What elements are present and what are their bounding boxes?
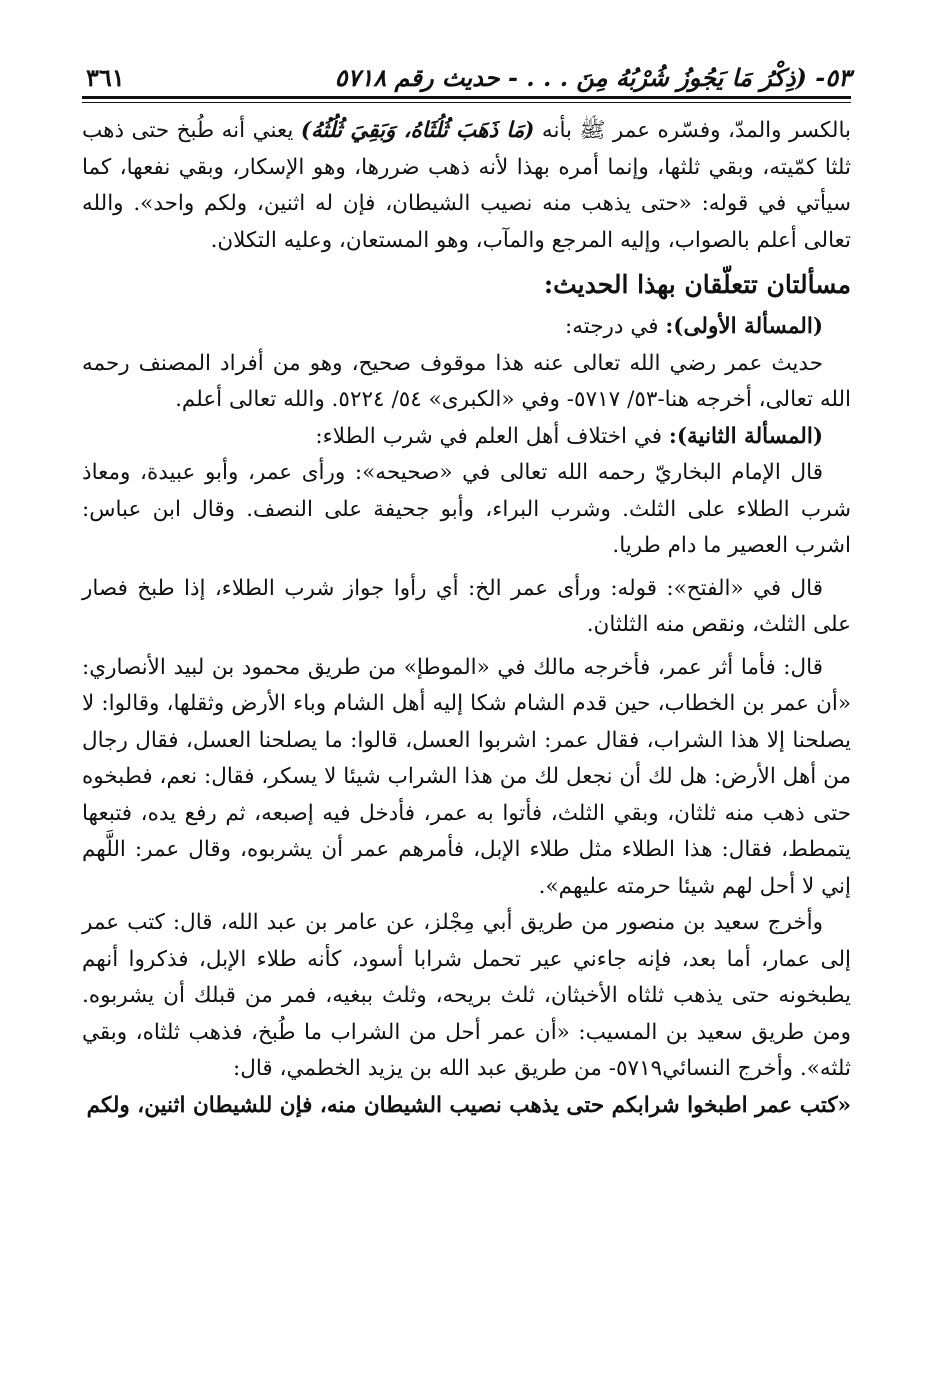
header-title: ٥٣- (ذِكْرُ مَا يَجُوزُ شُرْبُهُ مِنَ . . . - حديث رقم ٥٧١٨	[334, 63, 851, 92]
page-number: ٣٦١	[86, 63, 125, 92]
question-2-line	[82, 419, 851, 456]
paragraph-6: وأخرج سعيد بن منصور من طريق أبي مِجْلز، عن عامر بن عبد الله، قال: كتب عمر إلى عمار، أما بعد، فإنه جاءني عير تحمل شرابا أسود، كأنه طلاء الإبل، فذكروا أنهم يطبخونه حتى يذهب ثلثاه الأخبثان، ثلث بريحه، وثلث ببغيه، فمر من قبلك أن يشربوه. ومن طريق سعيد بن المسيب: «أن عمر أحل من الشراب ما طُبخ، فذهب ثلثاه، وبقي ثلثه». وأخرج النسائي٥٧١٩- من طريق عبد الله بن يزيد الخطمي، قال:	[82, 910, 851, 1081]
paragraph-5: قال: فأما أثر عمر، فأخرجه مالك في «الموطإ» من طريق محمود بن لبيد الأنصاري: «أن عمر بن الخطاب، حين قدم الشام شكا إليه أهل الشام وباء الأرض وثقلها، وقالوا: لا يصلحنا إلا هذا الشراب، فقال عمر: اشربوا العسل، قالوا: ما يصلحنا العسل، فقال رجال من أهل الأرض: هل لك أن نجعل لك من هذا الشراب شيئا لا يسكر، فقال: نعم، فطبخوه حتى ذهب منه ثلثان، وبقي الثلث، فأتوا به عمر، فأدخل فيه إصبعه، ثم رفع يده، فتبعها يتمطط، فقال: هذا الطلاء مثل طلاء الإبل، فأمرهم عمر أن يشربوه، وقال عمر: اللَّهم إني لا أحل لهم شيئا حرمته عليهم».	[82, 654, 851, 899]
paragraph-3: قال الإمام البخاريّ رحمه الله تعالى في «صحيحه»: ورأى عمر، وأبو عبيدة، ومعاذ شرب الطلاء على الثلث. وشرب البراء، وأبو جحيفة على النصف. وقال ابن عباس: اشرب العصير ما دام طريا.	[82, 460, 851, 558]
paragraph-1	[82, 113, 851, 259]
question-2-label: (المسألة الثانية):	[668, 423, 823, 449]
question-1-label: (المسألة الأولى):	[665, 314, 823, 339]
running-header	[82, 62, 851, 94]
question-1-line	[82, 309, 851, 346]
section-heading: مسألتان تتعلّقان بهذا الحديث:	[543, 270, 851, 299]
p1-text-b: يعني أنه طُبخ حتى ذهب ثلثا كمّيته، وبقي ثلثها، وإنما أمره بهذا لأنه ذهب ضررها، وهو الإسكار، وبقي نفعها، كما سيأتي في قوله: «حتى يذهب منه نصيب الشيطان، فإن له اثنين، ولكم واحد». والله تعالى أعلم بالصواب، وإليه المرجع والمآب، وهو المستعان، وعليه التكلان.	[82, 118, 851, 253]
page-content	[82, 113, 851, 1124]
question-2-text: في اختلاف أهل العلم في شرب الطلاء:	[315, 423, 669, 449]
header-rule	[82, 96, 851, 103]
paragraph-2: حديث عمر رضي الله تعالى عنه هذا موقوف صحيح، وهو من أفراد المصنف رحمه الله تعالى، أخرجه هنا-٥٣/ ٥٧١٧- وفي «الكبرى» ٥٤/ ٥٢٢٤. والله تعالى أعلم.	[82, 350, 851, 412]
question-1-text: في درجته:	[565, 314, 666, 339]
p1-text-a: بالكسر والمدّ، وفسّره عمر ﷺ بأنه	[534, 118, 852, 143]
p1-quote: (مَا ذَهَبَ ثُلُثَاهُ، وَبَقِيَ ثُلُثُهُ)	[300, 118, 535, 143]
paragraph-6-tail: «كتب عمر اطبخوا شرابكم حتى يذهب نصيب الشيطان منه، فإن للشيطان اثنين، ولكم	[86, 1092, 851, 1118]
paragraph-4: قال في «الفتح»: قوله: ورأى عمر الخ: أي رأوا جواز شرب الطلاء، إذا طبخ فصار على الثلث، ونقص منه الثلثان.	[82, 575, 851, 637]
